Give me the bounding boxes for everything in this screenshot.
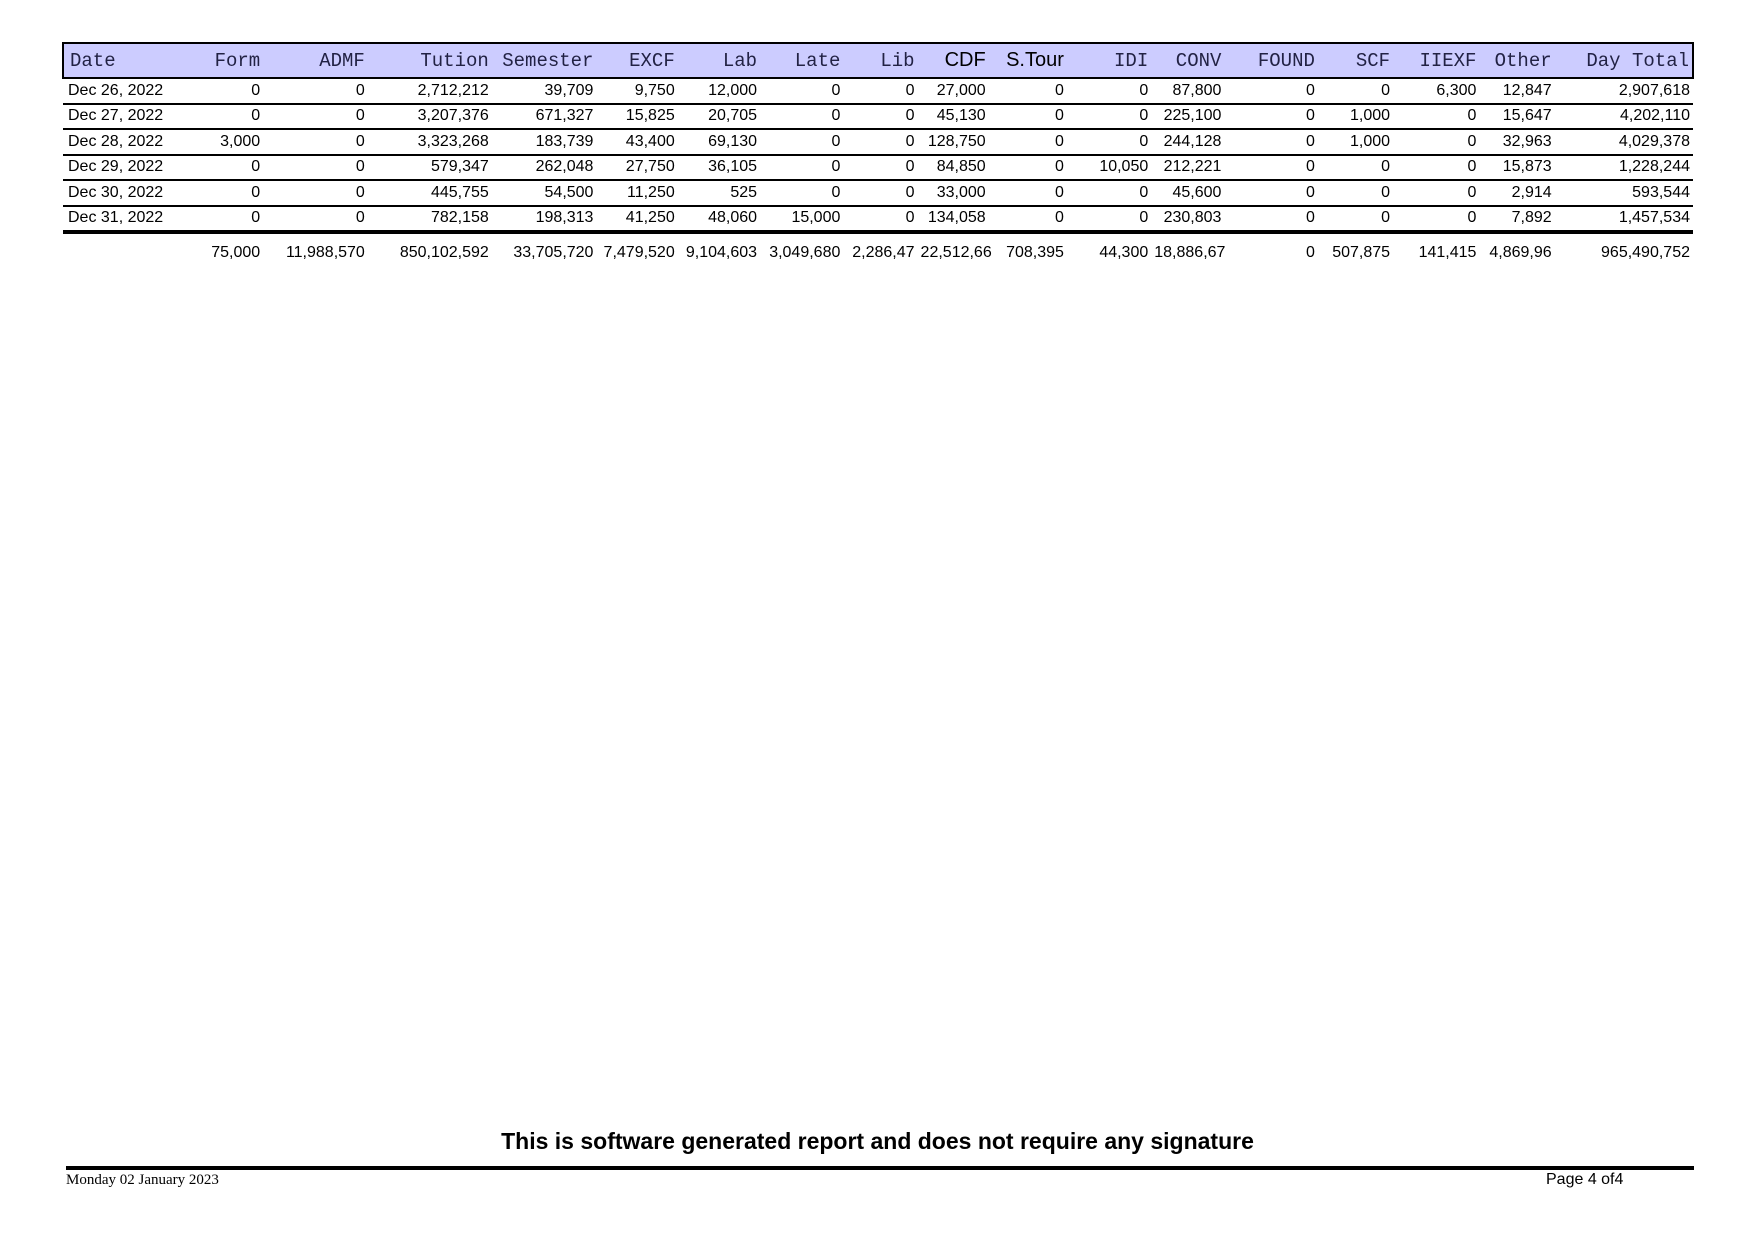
row-value-cell: 2,907,618 xyxy=(1618,81,1690,99)
total-cell xyxy=(63,232,198,272)
row-value-cell: 9,750 xyxy=(634,81,675,99)
row-value-cell: 0 xyxy=(251,209,261,227)
row-value-cell: 20,705 xyxy=(708,107,758,125)
row-value-cell: 0 xyxy=(251,158,261,176)
column-header: CONV xyxy=(1175,49,1222,72)
row-value-cell: 0 xyxy=(905,81,915,99)
row-value-cell: 54,500 xyxy=(544,183,594,201)
total-cell: 44,300 xyxy=(1099,244,1149,261)
row-value-cell: 69,130 xyxy=(708,132,758,150)
row-value-cell: 198,313 xyxy=(535,209,594,227)
row-value-cell: 15,000 xyxy=(791,209,841,227)
row-value-cell: 0 xyxy=(355,183,365,201)
column-header: CDF xyxy=(944,49,986,71)
column-header: Semester xyxy=(502,49,594,72)
row-value-cell: 0 xyxy=(251,81,261,99)
row-value-cell: 0 xyxy=(355,209,365,227)
row-value-cell: 45,600 xyxy=(1172,183,1222,201)
row-value-cell: 11,250 xyxy=(626,183,675,201)
row-value-cell: 0 xyxy=(1305,183,1315,201)
row-value-cell: 3,323,268 xyxy=(417,132,489,150)
row-value-cell: 0 xyxy=(1055,209,1064,227)
row-value-cell: 0 xyxy=(905,183,915,201)
row-value-cell: 262,048 xyxy=(535,158,594,176)
row-value-cell: 0 xyxy=(831,158,841,176)
total-cell: 507,875 xyxy=(1332,244,1391,261)
table-row xyxy=(63,180,1693,206)
column-header: Form xyxy=(214,49,261,72)
row-value-cell: 0 xyxy=(1467,158,1477,176)
row-value-cell: 0 xyxy=(1139,183,1149,201)
total-cell: 0 xyxy=(1305,244,1315,261)
row-value-cell: 0 xyxy=(1055,158,1064,176)
total-cell: 75,000 xyxy=(211,244,261,261)
total-cell: 7,479,520 xyxy=(603,244,675,261)
row-value-cell: 0 xyxy=(1381,209,1391,227)
row-value-cell: 593,544 xyxy=(1632,183,1690,201)
row-value-cell: 0 xyxy=(905,132,915,150)
total-cell: 33,705,720 xyxy=(513,244,594,261)
row-value-cell: 32,963 xyxy=(1502,132,1552,150)
row-value-cell: 0 xyxy=(1381,183,1391,201)
row-value-cell: 27,750 xyxy=(625,158,675,176)
row-value-cell: 6,300 xyxy=(1436,81,1477,99)
total-cell: 22,512,66 xyxy=(920,244,992,261)
row-value-cell: 15,647 xyxy=(1502,107,1552,125)
row-value-cell: 1,228,244 xyxy=(1618,158,1690,176)
table-body xyxy=(63,78,1693,232)
row-value-cell: 15,873 xyxy=(1502,158,1552,176)
row-value-cell: 0 xyxy=(831,132,841,150)
row-value-cell: 782,158 xyxy=(430,209,489,227)
column-header: Tution xyxy=(420,49,489,72)
row-value-cell: 183,739 xyxy=(535,132,594,150)
row-value-cell: 230,803 xyxy=(1163,209,1222,227)
column-header: Date xyxy=(70,49,116,72)
row-value-cell: 0 xyxy=(905,209,915,227)
row-value-cell: 134,058 xyxy=(927,209,986,227)
row-value-cell: 36,105 xyxy=(708,158,758,176)
row-value-cell: 0 xyxy=(1139,132,1149,150)
row-value-cell: 128,750 xyxy=(927,132,986,150)
column-header: Other xyxy=(1494,49,1552,72)
row-value-cell: 3,207,376 xyxy=(417,107,489,125)
column-header: SCF xyxy=(1355,49,1391,72)
row-value-cell: 0 xyxy=(1381,158,1391,176)
row-date-cell: Dec 30, 2022 xyxy=(68,183,164,201)
row-date-cell: Dec 27, 2022 xyxy=(68,107,164,125)
totals-row xyxy=(63,232,1693,272)
report xyxy=(62,42,1694,272)
row-value-cell: 0 xyxy=(1055,132,1064,150)
row-value-cell: 0 xyxy=(1381,81,1391,99)
row-date-cell: Dec 28, 2022 xyxy=(68,132,164,150)
row-date-cell: Dec 26, 2022 xyxy=(68,81,164,99)
row-value-cell: 0 xyxy=(1305,209,1315,227)
row-value-cell: 0 xyxy=(831,183,841,201)
row-value-cell: 45,130 xyxy=(936,107,986,125)
total-cell: 708,395 xyxy=(1006,244,1064,261)
row-value-cell: 0 xyxy=(1139,209,1149,227)
column-header: Lab xyxy=(722,49,758,72)
column-header: ADMF xyxy=(319,49,365,72)
software-generated-notice: This is software generated report and does not require any signature xyxy=(501,1128,1254,1154)
row-value-cell: 0 xyxy=(1055,183,1064,201)
row-value-cell: 12,000 xyxy=(708,81,758,99)
row-value-cell: 2,914 xyxy=(1511,183,1552,201)
total-cell: 141,415 xyxy=(1418,244,1477,261)
row-value-cell: 0 xyxy=(355,158,365,176)
collection-table xyxy=(62,42,1694,272)
table-row xyxy=(63,206,1693,233)
row-value-cell: 0 xyxy=(1305,132,1315,150)
row-value-cell: 15,825 xyxy=(625,107,675,125)
row-value-cell: 0 xyxy=(1467,183,1477,201)
table-row xyxy=(63,129,1693,155)
column-header: Late xyxy=(794,49,841,72)
row-value-cell: 0 xyxy=(1305,81,1315,99)
row-value-cell: 39,709 xyxy=(544,81,594,99)
row-value-cell: 0 xyxy=(1305,158,1315,176)
row-date-cell: Dec 29, 2022 xyxy=(68,158,164,176)
column-header: S.Tour xyxy=(1006,49,1064,71)
row-value-cell: 0 xyxy=(1055,81,1064,99)
row-value-cell: 0 xyxy=(1467,107,1477,125)
row-date-cell: Dec 31, 2022 xyxy=(68,209,164,227)
row-value-cell: 0 xyxy=(1467,209,1477,227)
row-value-cell: 0 xyxy=(1139,81,1149,99)
row-value-cell: 84,850 xyxy=(936,158,986,176)
row-value-cell: 445,755 xyxy=(430,183,489,201)
row-value-cell: 0 xyxy=(1055,107,1064,125)
row-value-cell: 3,000 xyxy=(220,132,261,150)
row-value-cell: 0 xyxy=(831,81,841,99)
total-cell: 18,886,67 xyxy=(1154,244,1226,261)
row-value-cell: 0 xyxy=(355,107,365,125)
table-row xyxy=(63,155,1693,181)
row-value-cell: 0 xyxy=(1139,107,1149,125)
row-value-cell: 0 xyxy=(1467,132,1477,150)
page-number: Page 4 of4 xyxy=(1546,1171,1624,1188)
row-value-cell: 4,202,110 xyxy=(1620,107,1690,125)
row-value-cell: 7,892 xyxy=(1511,209,1552,227)
total-cell: 9,104,603 xyxy=(685,244,758,261)
total-cell: 850,102,592 xyxy=(399,244,489,261)
table-row xyxy=(63,104,1693,130)
column-header: IDI xyxy=(1114,49,1149,72)
total-cell: 2,286,47 xyxy=(852,244,915,261)
row-value-cell: 0 xyxy=(251,183,261,201)
footer-divider xyxy=(66,1166,1694,1170)
report-date: Monday 02 January 2023 xyxy=(66,1172,219,1188)
row-value-cell: 225,100 xyxy=(1163,107,1222,125)
row-value-cell: 12,847 xyxy=(1502,81,1552,99)
row-value-cell: 0 xyxy=(905,107,915,125)
table-header-row xyxy=(63,43,1693,78)
row-value-cell: 1,000 xyxy=(1350,107,1391,125)
total-cell: 11,988,570 xyxy=(285,244,365,261)
column-header: Lib xyxy=(880,49,915,72)
table-row xyxy=(63,78,1693,104)
row-value-cell: 0 xyxy=(905,158,915,176)
row-value-cell: 4,029,378 xyxy=(1618,132,1690,150)
row-value-cell: 244,128 xyxy=(1163,132,1222,150)
column-header: FOUND xyxy=(1257,49,1315,72)
total-cell: 3,049,680 xyxy=(769,244,841,261)
row-value-cell: 0 xyxy=(355,81,365,99)
row-value-cell: 579,347 xyxy=(430,158,489,176)
row-value-cell: 10,050 xyxy=(1099,158,1149,176)
total-cell: 4,869,96 xyxy=(1489,244,1552,261)
row-value-cell: 87,800 xyxy=(1172,81,1222,99)
row-value-cell: 1,457,534 xyxy=(1618,209,1690,227)
row-value-cell: 48,060 xyxy=(708,209,758,227)
row-value-cell: 671,327 xyxy=(535,107,594,125)
column-header: IIEXF xyxy=(1419,49,1477,72)
row-value-cell: 43,400 xyxy=(625,132,675,150)
total-cell: 965,490,752 xyxy=(1601,244,1690,261)
row-value-cell: 41,250 xyxy=(625,209,675,227)
row-value-cell: 1,000 xyxy=(1350,132,1391,150)
row-value-cell: 212,221 xyxy=(1163,158,1222,176)
column-header: EXCF xyxy=(629,49,675,72)
row-value-cell: 0 xyxy=(355,132,365,150)
row-value-cell: 0 xyxy=(1305,107,1315,125)
row-value-cell: 2,712,212 xyxy=(417,81,489,99)
row-value-cell: 0 xyxy=(251,107,261,125)
row-value-cell: 0 xyxy=(831,107,841,125)
row-value-cell: 33,000 xyxy=(936,183,986,201)
column-header: Day Total xyxy=(1586,49,1689,72)
row-value-cell: 525 xyxy=(730,183,758,201)
row-value-cell: 27,000 xyxy=(936,81,986,99)
